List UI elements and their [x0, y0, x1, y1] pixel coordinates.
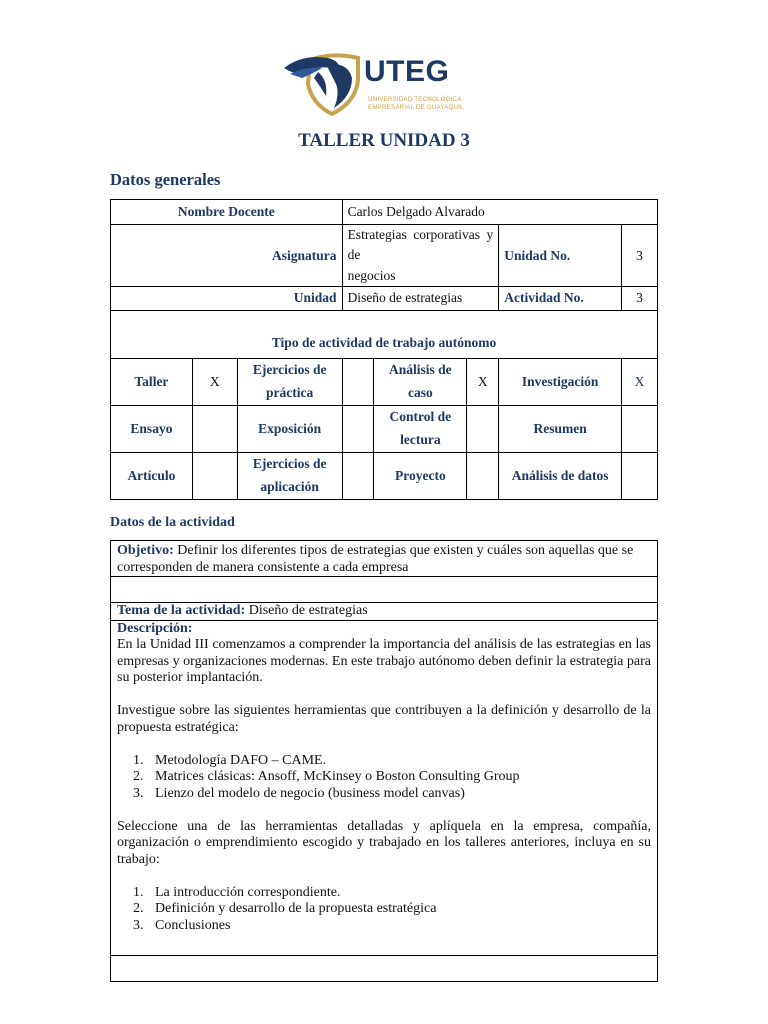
list-item: 1. La introducción correspondiente. — [147, 885, 651, 902]
tipo-row-2 — [111, 405, 658, 452]
tipo-label-line: Control de — [389, 409, 452, 425]
descripcion-paragraph-2: Investigue sobre las siguientes herramientas que contribuyen a la definición y desarrollo de la propuesta estratégica: — [117, 703, 651, 735]
tipo-row-1 — [111, 358, 658, 405]
list-item: 2. Definición y desarrollo de la propuesta estratégica — [147, 901, 651, 918]
tipo-label-line: caso — [407, 384, 433, 400]
asignatura-line2: negocios — [347, 267, 396, 283]
tipo-mark-ejercicios-aplicacion — [342, 452, 374, 499]
empty-cell — [111, 955, 658, 981]
tipo-label-ensayo: Ensayo — [111, 405, 193, 452]
tipo-mark-ensayo — [192, 405, 237, 452]
entregables-list — [117, 885, 651, 935]
descripcion-paragraph-1: En la Unidad III comenzamos a comprender la importancia del análisis de las estrategias en las empresas y organizaciones modernas. En este trabajo autónomo deben definir la estrategia para su posterior implantación. — [117, 637, 651, 685]
tipo-label-control-lectura — [374, 405, 467, 452]
asignatura-row — [111, 225, 658, 287]
tipo-label-ejercicios-practica — [237, 358, 342, 405]
unidad-row — [111, 286, 658, 310]
tipo-mark-control-lectura — [467, 405, 499, 452]
tipo-mark-ejercicios-practica — [342, 358, 374, 405]
tipo-label-taller: Taller — [111, 358, 193, 405]
tipo-row-3 — [111, 452, 658, 499]
objetivo-text: Definir los diferentes tipos de estrategias que existen y cuáles son aquellas que se corresponden de manera consistente a cada empresa — [117, 543, 634, 575]
tipo-mark-resumen — [622, 405, 658, 452]
tipo-label-line: lectura — [400, 431, 441, 447]
descripcion-cell — [111, 620, 658, 955]
list-item: 2. Matrices clásicas: Ansoff, McKinsey o Boston Consulting Group — [147, 769, 651, 786]
list-item: 1. Metodología DAFO – CAME. — [147, 753, 651, 770]
tipo-mark-analisis-datos — [622, 452, 658, 499]
tipo-label-ejercicios-aplicacion — [237, 452, 342, 499]
actividad-no-label: Actividad No. — [499, 286, 622, 310]
objetivo-row — [111, 541, 658, 577]
tipo-actividad-heading: Tipo de actividad de trabajo autónomo — [111, 310, 658, 358]
asignatura-value — [342, 225, 499, 287]
list-item: 3. Conclusiones — [147, 918, 651, 935]
tipo-label-resumen: Resumen — [499, 405, 622, 452]
tipo-mark-analisis-caso: X — [467, 358, 499, 405]
descripcion-label: Descripción: — [117, 620, 193, 636]
empty-row — [111, 955, 658, 981]
eagle-shield-icon — [282, 50, 364, 116]
tema-row — [111, 603, 658, 621]
tipo-mark-articulo — [192, 452, 237, 499]
unidad-no-value: 3 — [622, 225, 658, 287]
empty-row — [111, 577, 658, 603]
tipo-mark-investigacion: X — [622, 358, 658, 405]
list-item: 3. Lienzo del modelo de negocio (business model canvas) — [147, 786, 651, 803]
logo-wordmark: UTEG — [364, 55, 450, 88]
tipo-label-articulo: Artículo — [111, 452, 193, 499]
objetivo-label: Objetivo: — [117, 543, 174, 558]
tema-label: Tema de la actividad: — [117, 603, 246, 618]
docente-row — [111, 200, 658, 225]
general-data-heading: Datos generales — [110, 170, 221, 189]
descripcion-paragraph-3: Seleccione una de las herramientas detalladas y aplíquela en la empresa, compañía, organización o emprendimiento escogido y trabajado en los talleres anteriores, incluya en su trabajo: — [117, 818, 651, 867]
unidad-label: Unidad — [111, 286, 343, 310]
actividad-no-value: 3 — [622, 286, 658, 310]
activity-data-heading: Datos de la actividad — [110, 515, 235, 530]
asignatura-label: Asignatura — [111, 225, 343, 287]
tipo-heading-row — [111, 310, 658, 358]
uteg-logo — [282, 50, 467, 116]
general-data-table — [110, 199, 658, 500]
tipo-label-exposicion: Exposición — [237, 405, 342, 452]
tipo-label-line: Análisis de — [389, 362, 452, 378]
descripcion-row — [111, 620, 658, 955]
tipo-label-line: Ejercicios de — [252, 362, 327, 378]
tipo-label-analisis-caso — [374, 358, 467, 405]
activity-data-table — [110, 540, 658, 982]
tipo-label-line: práctica — [266, 384, 314, 400]
tipo-label-line: aplicación — [260, 478, 319, 494]
asignatura-line1: Estrategias corporativas y de — [347, 227, 494, 263]
empty-cell — [111, 577, 658, 603]
tema-text: Diseño de estrategias — [248, 603, 368, 618]
tipo-mark-proyecto — [467, 452, 499, 499]
document-title: TALLER UNIDAD 3 — [298, 130, 470, 151]
logo-subtitle-line2: EMPRESARIAL DE GUAYAQUIL — [368, 104, 464, 111]
objetivo-cell — [111, 541, 658, 577]
tipo-mark-exposicion — [342, 405, 374, 452]
tipo-mark-taller: X — [192, 358, 237, 405]
tema-cell — [111, 603, 658, 621]
tipo-label-investigacion: Investigación — [499, 358, 622, 405]
docente-value: Carlos Delgado Alvarado — [342, 200, 657, 225]
tipo-label-analisis-datos: Análisis de datos — [499, 452, 622, 499]
unidad-value: Diseño de estrategias — [342, 286, 499, 310]
logo-subtitle-line1: UNIVERSIDAD TECNOLÓGICA — [368, 96, 462, 103]
docente-label: Nombre Docente — [111, 200, 343, 225]
tipo-label-proyecto: Proyecto — [374, 452, 467, 499]
herramientas-list — [117, 753, 651, 803]
unidad-no-label: Unidad No. — [499, 225, 622, 287]
tipo-label-line: Ejercicios de — [252, 456, 327, 472]
